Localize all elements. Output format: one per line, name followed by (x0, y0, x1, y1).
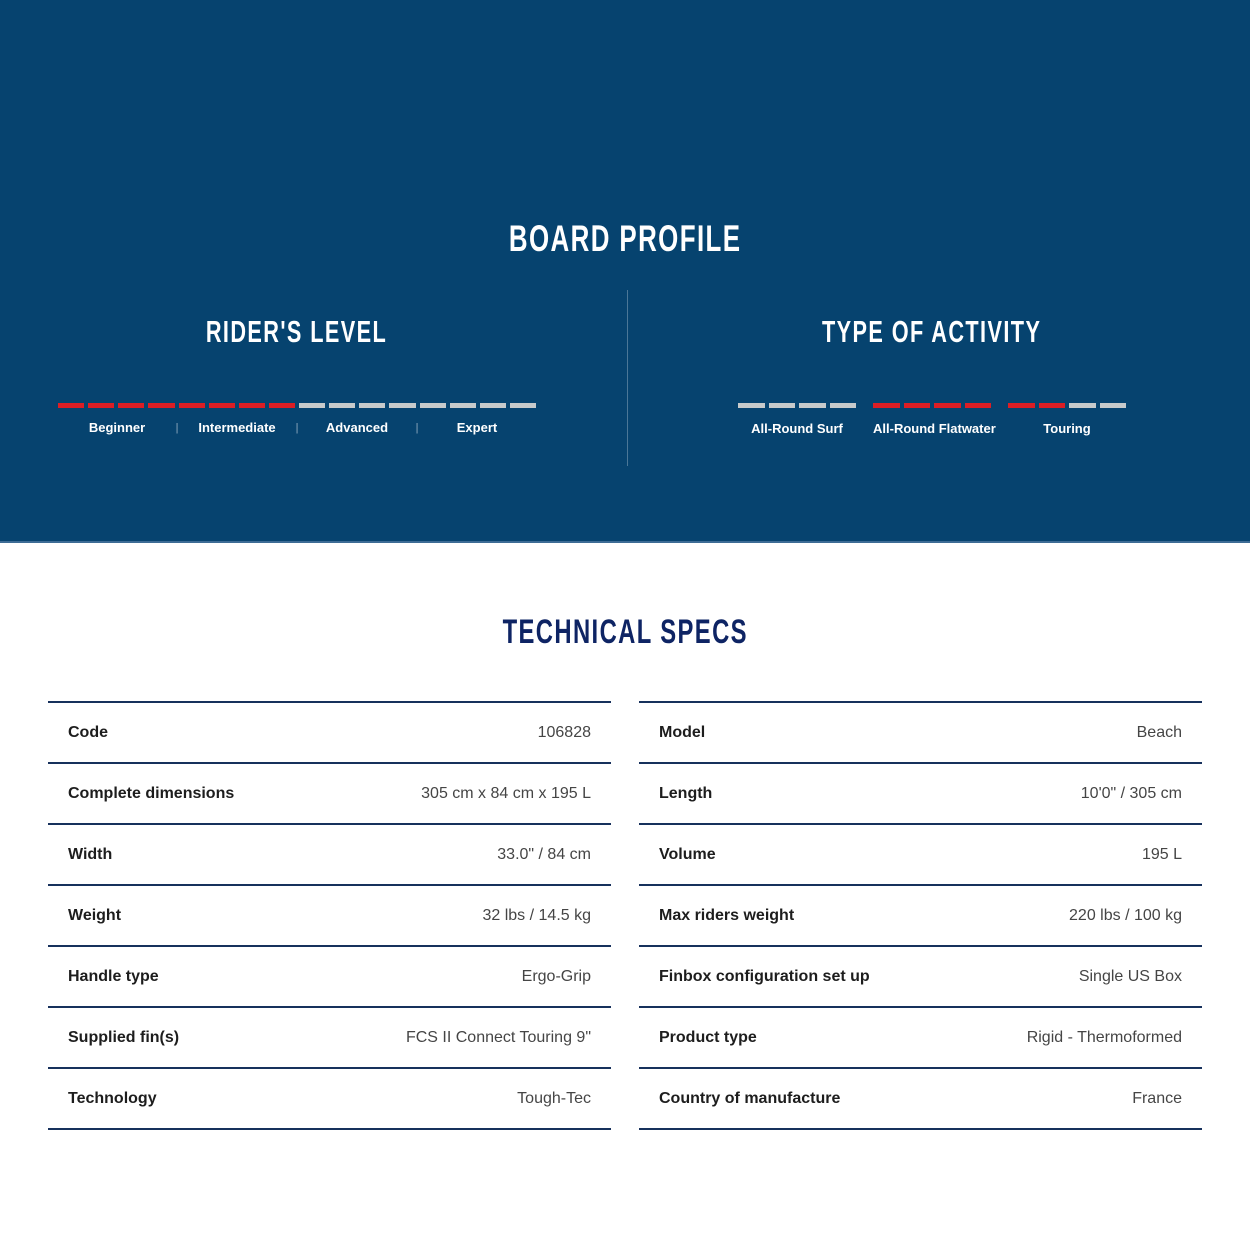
activity-label: Touring (1043, 421, 1091, 436)
bar-segment (239, 403, 265, 408)
type-of-activity-section (635, 0, 1229, 541)
bar-segment (965, 403, 992, 408)
bar-segment (830, 403, 857, 408)
riders-level-bar (58, 403, 536, 408)
bar-segment (934, 403, 961, 408)
spec-value: France (1132, 1089, 1182, 1107)
spec-row (48, 884, 611, 945)
spec-label: Weight (68, 906, 122, 924)
type-of-activity-title-text: TYPE OF ACTIVITY (822, 314, 1042, 349)
activity-label: All-Round Flatwater (873, 421, 996, 436)
riders-level-labels (58, 420, 536, 435)
spec-label: Code (68, 723, 108, 741)
bar-segment (799, 403, 826, 408)
spec-label: Technology (68, 1089, 157, 1107)
spec-label: Max riders weight (659, 906, 795, 924)
technical-specs-title-text: TECHNICAL SPECS (502, 613, 748, 651)
label-separator: | (415, 421, 419, 434)
bar-segment (299, 403, 325, 408)
specs-table-right (639, 701, 1202, 1130)
bar-segment (269, 403, 295, 408)
label-separator: | (175, 421, 179, 434)
spec-row (48, 945, 611, 1006)
bar-segment (88, 403, 114, 408)
bar-segment (1008, 403, 1035, 408)
riders-level-title-text: RIDER'S LEVEL (206, 314, 388, 349)
riders-level-section (0, 0, 594, 541)
activity-groups (738, 403, 1126, 436)
spec-value: 32 lbs / 14.5 kg (482, 906, 591, 924)
spec-row (48, 701, 611, 762)
spec-row (48, 762, 611, 823)
spec-row (639, 1067, 1202, 1128)
activity-group (1008, 403, 1126, 436)
bar-segment (420, 403, 446, 408)
bar-segment (480, 403, 506, 408)
bar-segment (209, 403, 235, 408)
bar-segment (359, 403, 385, 408)
spec-value: Beach (1136, 723, 1182, 741)
activity-bar (738, 403, 856, 408)
bar-segment (58, 403, 84, 408)
level-label: Intermediate (198, 420, 276, 435)
spec-label: Handle type (68, 967, 159, 985)
technical-specs-title (0, 615, 1250, 649)
board-profile-title-text: BOARD PROFILE (508, 218, 742, 259)
spec-label: Model (659, 723, 706, 741)
bar-segment (148, 403, 174, 408)
bar-segment (510, 403, 536, 408)
activity-bar (1008, 403, 1126, 408)
bar-segment (738, 403, 765, 408)
type-of-activity-title (635, 316, 1229, 347)
spec-row (48, 823, 611, 884)
spec-value: 33.0" / 84 cm (497, 845, 591, 863)
bar-segment (329, 403, 355, 408)
spec-label: Complete dimensions (68, 784, 235, 802)
spec-label: Volume (659, 845, 716, 863)
spec-label: Width (68, 845, 113, 863)
spec-value: Ergo-Grip (521, 967, 591, 985)
spec-value: FCS II Connect Touring 9" (405, 1028, 591, 1046)
spec-value: 220 lbs / 100 kg (1069, 906, 1182, 924)
riders-level-title (0, 316, 594, 347)
spec-label: Finbox configuration set up (659, 967, 870, 985)
bar-segment (1039, 403, 1066, 408)
spec-value: 305 cm x 84 cm x 195 L (421, 784, 591, 802)
spec-label: Country of manufacture (659, 1089, 841, 1107)
bar-segment (873, 403, 900, 408)
activity-bar (873, 403, 991, 408)
spec-label: Length (659, 784, 713, 802)
bar-segment (118, 403, 144, 408)
spec-tables (0, 701, 1250, 1130)
bar-segment (904, 403, 931, 408)
spec-value: 195 L (1141, 845, 1182, 863)
bar-segment (450, 403, 476, 408)
activity-group (873, 403, 996, 436)
spec-row (639, 884, 1202, 945)
spec-row (639, 823, 1202, 884)
level-label: Expert (456, 420, 498, 435)
level-label: Beginner (88, 420, 146, 435)
spec-row (48, 1006, 611, 1067)
spec-value: 106828 (537, 723, 591, 741)
specs-table-left (48, 701, 611, 1130)
spec-value: Tough-Tec (517, 1089, 591, 1107)
spec-value: Single US Box (1078, 967, 1182, 985)
bar-segment (1069, 403, 1096, 408)
bar-segment (1100, 403, 1127, 408)
spec-row (48, 1067, 611, 1128)
activity-label: All-Round Surf (751, 421, 843, 436)
bar-segment (179, 403, 205, 408)
activity-group (738, 403, 856, 436)
spec-row (639, 701, 1202, 762)
bar-segment (769, 403, 796, 408)
level-label: Advanced (325, 420, 389, 435)
spec-value: Rigid - Thermoformed (1026, 1028, 1182, 1046)
spec-row (639, 762, 1202, 823)
spec-row (639, 945, 1202, 1006)
spec-value: 10'0" / 305 cm (1080, 784, 1182, 802)
board-profile-section (0, 0, 1250, 543)
technical-specs-section (0, 615, 1250, 1130)
label-separator: | (295, 421, 299, 434)
bar-segment (389, 403, 415, 408)
spec-label: Product type (659, 1028, 757, 1046)
spec-label: Supplied fin(s) (68, 1028, 180, 1046)
section-divider (627, 290, 628, 466)
spec-row (639, 1006, 1202, 1067)
